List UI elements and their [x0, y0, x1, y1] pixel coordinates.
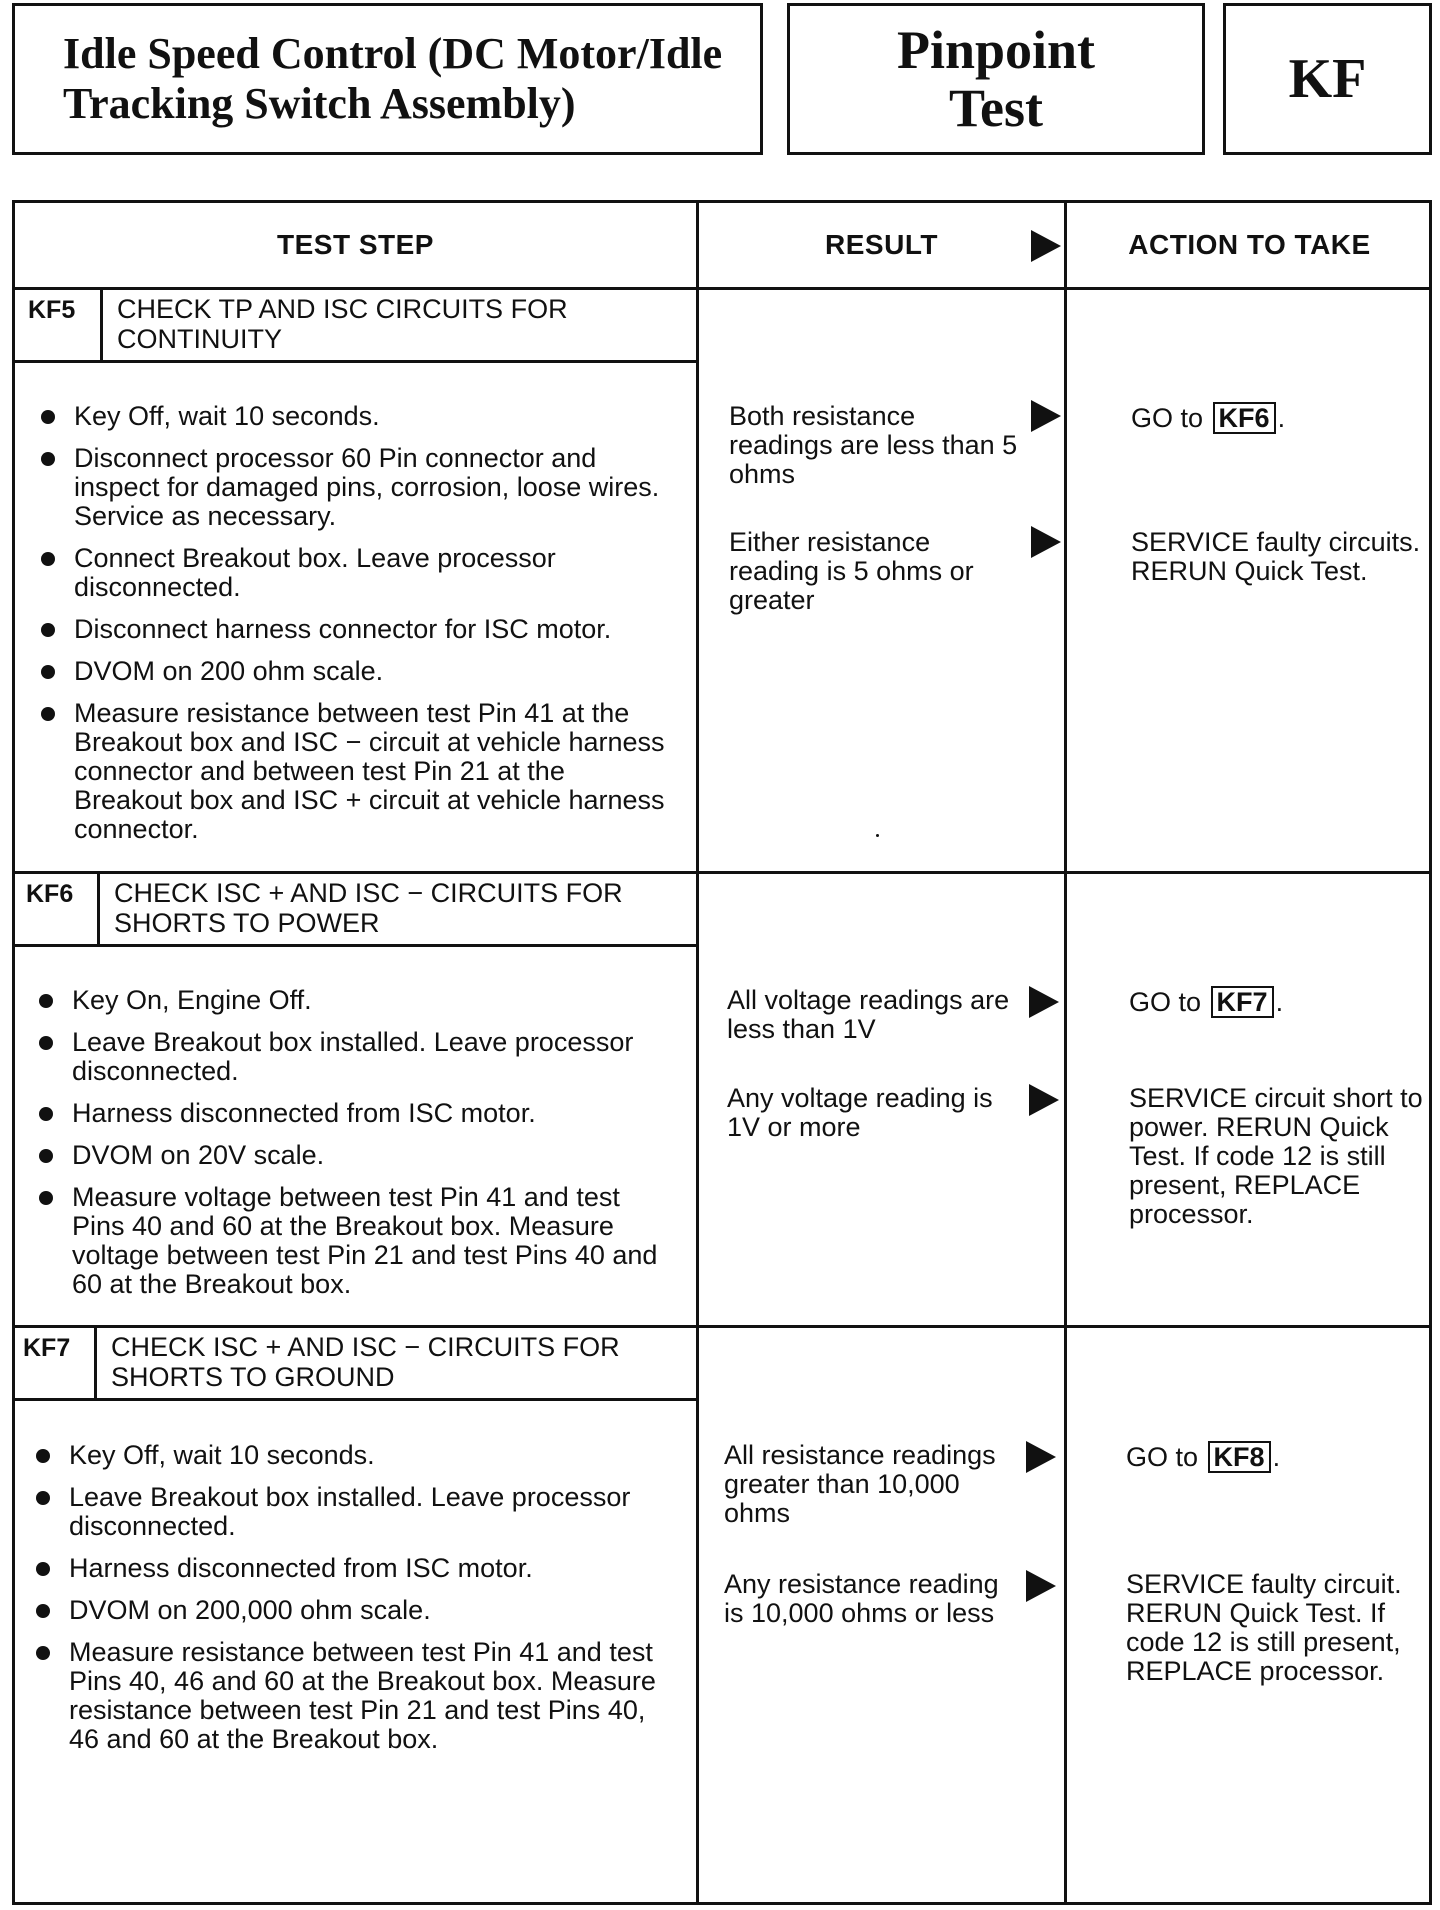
step-id-kf7: KF7 [23, 1334, 71, 1362]
result-arrow-icon [1026, 1441, 1056, 1473]
pinpoint-test-label [787, 3, 1205, 155]
list-item: Harness disconnected from ISC motor. [39, 1099, 671, 1128]
column-divider-1 [696, 200, 699, 1905]
column-header-action: ACTION TO TAKE [1128, 229, 1371, 260]
step-id-kf6: KF6 [26, 880, 74, 908]
title-line-1: Idle Speed Control (DC Motor/Idle [63, 29, 723, 78]
goto-kf8-link[interactable]: KF8 [1208, 1441, 1271, 1473]
result-arrow-icon [1031, 400, 1061, 432]
list-item: Harness disconnected from ISC motor. [36, 1554, 671, 1583]
kf7-action-1: GO to KF8 . [1126, 1442, 1281, 1472]
result-arrow-icon [1026, 1570, 1056, 1602]
kf6-id-divider [97, 874, 100, 946]
list-item: Leave Breakout box installed. Leave processor disconnected. [39, 1028, 671, 1086]
kf5-result-2: Either resistance reading is 5 ohms or greater [729, 527, 974, 615]
result-arrow-icon [1029, 1084, 1059, 1116]
list-item: Key Off, wait 10 seconds. [36, 1441, 671, 1470]
kf6-result-2: Any voltage reading is 1V or more [727, 1083, 993, 1142]
kf7-action-2: SERVICE faulty circuit. RERUN Quick Test. If code 12 is still present, REPLACE processor. [1126, 1569, 1402, 1686]
column-header-test-step: TEST STEP [277, 229, 434, 260]
column-divider-2 [1064, 200, 1067, 1905]
step-title-kf7: CHECK ISC + AND ISC − CIRCUITS FOR SHORTS TO GROUND [111, 1332, 620, 1392]
goto-kf6-link[interactable]: KF6 [1213, 402, 1276, 434]
column-header-result: RESULT [825, 229, 938, 260]
kf7-result-2: Any resistance reading is 10,000 ohms or less [724, 1569, 999, 1628]
list-item: Key On, Engine Off. [39, 986, 671, 1015]
row-rule-kf7 [12, 1325, 1432, 1328]
header-rule [12, 287, 1432, 290]
list-item: DVOM on 20V scale. [39, 1141, 671, 1170]
kf6-result-1: All voltage readings are less than 1V [727, 985, 1010, 1044]
pinpoint-line-1: Pinpoint [896, 20, 1096, 80]
list-item: Measure voltage between test Pin 41 and test Pins 40 and 60 at the Breakout box. Measure voltage between test Pin 21 and test Pins 40 and 60 at the Breakout box. [39, 1183, 671, 1299]
kf5-id-divider [100, 290, 103, 362]
kf7-result-1: All resistance readings greater than 10,000 ohms [724, 1440, 996, 1528]
list-item: Leave Breakout box installed. Leave processor disconnected. [36, 1483, 671, 1541]
step-title-kf6: CHECK ISC + AND ISC − CIRCUITS FOR SHORTS TO POWER [114, 878, 623, 938]
list-item: Disconnect processor 60 Pin connector and inspect for damaged pins, corrosion, loose wires. Service as necessary. [41, 444, 671, 531]
kf7-id-divider [94, 1328, 97, 1400]
kf5-action-2: SERVICE faulty circuits. RERUN Quick Test. [1131, 527, 1421, 586]
list-item: Measure resistance between test Pin 41 at the Breakout box and ISC − circuit at vehicle harness connector and between test Pin 21 at the Breakout box and ISC + circuit at vehicle harness connector. [41, 699, 671, 844]
title-line-2: Tracking Switch Assembly) [63, 79, 576, 128]
header-arrow-icon [1031, 230, 1061, 262]
list-item: Measure resistance between test Pin 41 and test Pins 40, 46 and 60 at the Breakout box. Measure resistance between test Pin 21 and test Pins 40, 46 and 60 at the Breakout box. [36, 1638, 671, 1754]
goto-kf7-link[interactable]: KF7 [1211, 986, 1274, 1018]
list-item: Key Off, wait 10 seconds. [41, 402, 671, 431]
document-title [12, 3, 763, 155]
kf5-instructions [41, 402, 671, 857]
result-arrow-icon [1029, 986, 1059, 1018]
list-item: DVOM on 200 ohm scale. [41, 657, 671, 686]
list-item: Disconnect harness connector for ISC motor. [41, 615, 671, 644]
scan-speck [876, 834, 879, 837]
pinpoint-line-2: Test [948, 78, 1043, 138]
kf6-title-rule [12, 944, 696, 947]
kf6-action-1: GO to KF7 . [1129, 987, 1284, 1017]
step-id-kf5: KF5 [28, 296, 76, 324]
kf7-title-rule [12, 1398, 696, 1401]
kf5-result-1: Both resistance readings are less than 5 ohms [729, 401, 1018, 489]
kf5-title-rule [12, 360, 696, 363]
result-arrow-icon [1031, 526, 1061, 558]
step-title-kf5: CHECK TP AND ISC CIRCUITS FOR CONTINUITY [117, 294, 568, 354]
row-rule-kf6 [12, 871, 1432, 874]
kf6-action-2: SERVICE circuit short to power. RERUN Quick Test. If code 12 is still present, REPLACE processor. [1129, 1083, 1423, 1229]
kf5-action-1: GO to KF6 . [1131, 403, 1286, 433]
kf7-instructions [36, 1441, 671, 1767]
list-item: Connect Breakout box. Leave processor disconnected. [41, 544, 671, 602]
list-item: DVOM on 200,000 ohm scale. [36, 1596, 671, 1625]
kf6-instructions [39, 986, 671, 1312]
test-code: KF [1223, 3, 1432, 155]
